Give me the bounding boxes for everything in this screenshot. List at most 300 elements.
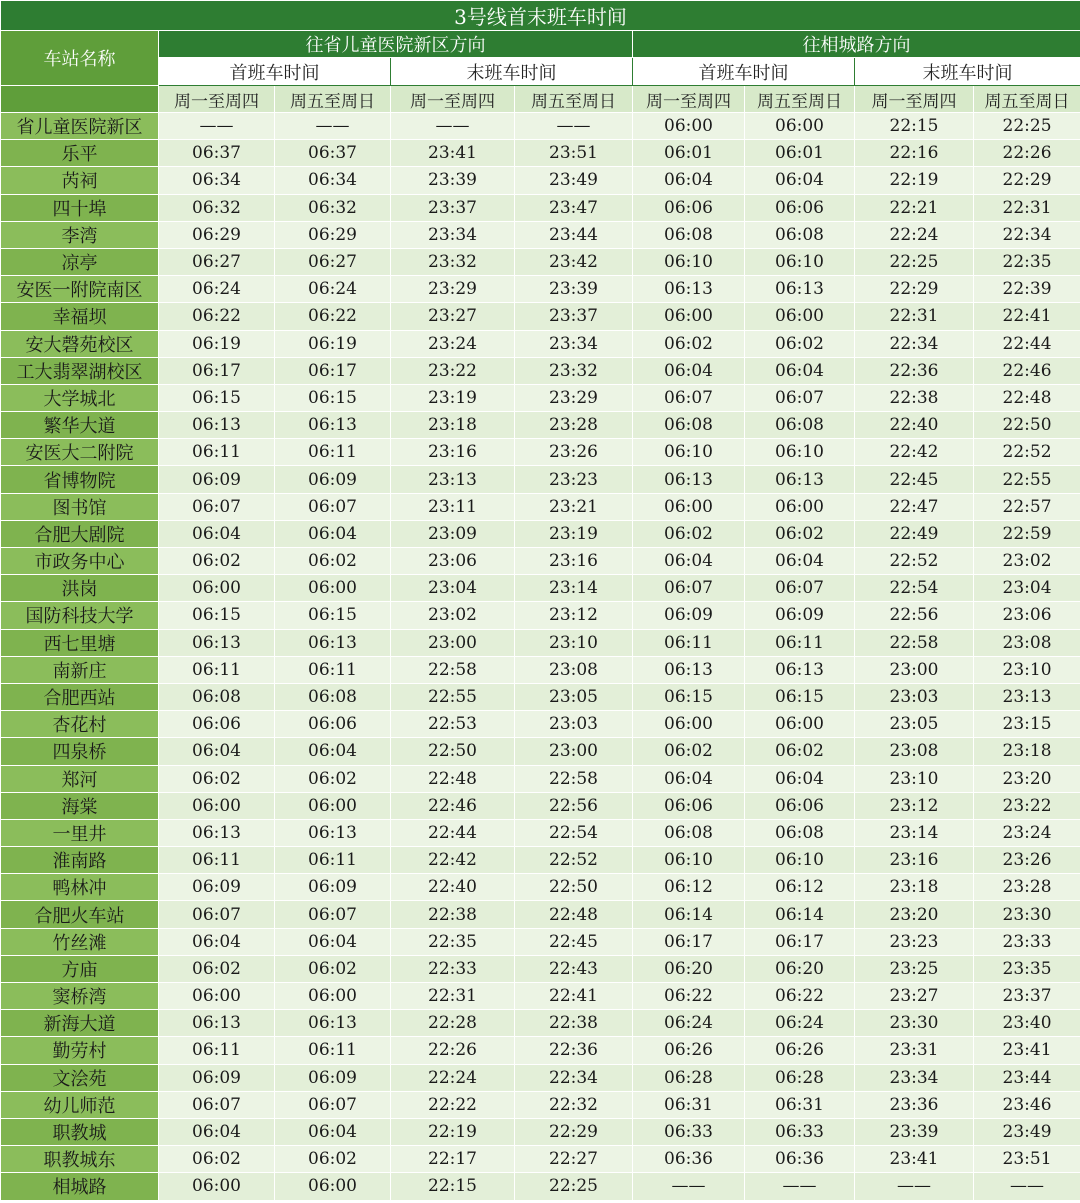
time-cell: 23:04 — [391, 575, 515, 602]
time-cell: 23:29 — [391, 276, 515, 303]
time-cell: 06:07 — [275, 901, 391, 928]
station-name-cell: 图书馆 — [1, 493, 159, 520]
time-cell: 06:04 — [275, 520, 391, 547]
time-cell: 06:12 — [745, 874, 855, 901]
station-name-cell: 四十埠 — [1, 194, 159, 221]
station-name-cell: 乐平 — [1, 140, 159, 167]
time-cell: 06:29 — [159, 221, 275, 248]
time-cell: 23:46 — [974, 1091, 1080, 1118]
station-name-cell: 幸福坝 — [1, 303, 159, 330]
time-cell: 23:14 — [855, 819, 974, 846]
time-cell: 06:04 — [159, 928, 275, 955]
table-row — [1, 493, 1080, 520]
day-header-fri-sun: 周五至周日 — [974, 86, 1080, 113]
time-cell: 06:01 — [745, 140, 855, 167]
time-cell: 23:23 — [515, 466, 633, 493]
time-cell: 06:02 — [159, 955, 275, 982]
station-name-cell: 南新庄 — [1, 656, 159, 683]
time-cell: 22:34 — [515, 1064, 633, 1091]
time-cell: 22:26 — [391, 1037, 515, 1064]
time-cell: 22:50 — [391, 738, 515, 765]
time-cell: 22:57 — [974, 493, 1080, 520]
time-cell: 22:31 — [974, 194, 1080, 221]
station-name-cell: 职教城 — [1, 1118, 159, 1145]
time-cell: 06:07 — [633, 384, 745, 411]
table-row — [1, 1091, 1080, 1118]
time-cell: 23:37 — [515, 303, 633, 330]
time-cell: 06:04 — [633, 765, 745, 792]
table-row — [1, 901, 1080, 928]
time-cell: 23:16 — [391, 439, 515, 466]
time-cell: 06:09 — [159, 1064, 275, 1091]
time-cell: 23:19 — [515, 520, 633, 547]
time-cell: 22:44 — [391, 819, 515, 846]
time-cell: 06:19 — [275, 330, 391, 357]
time-cell: 23:16 — [515, 548, 633, 575]
time-cell: 23:32 — [515, 357, 633, 384]
time-cell: 22:38 — [515, 1010, 633, 1037]
station-name-cell: 大学城北 — [1, 384, 159, 411]
time-cell: 23:05 — [515, 683, 633, 710]
time-cell: 23:41 — [974, 1037, 1080, 1064]
day-header-fri-sun: 周五至周日 — [745, 86, 855, 113]
time-cell: 06:08 — [633, 221, 745, 248]
time-cell: 06:06 — [745, 792, 855, 819]
time-cell: 22:50 — [515, 874, 633, 901]
time-cell: 22:56 — [855, 602, 974, 629]
time-cell: 23:34 — [391, 221, 515, 248]
time-cell: 22:58 — [855, 629, 974, 656]
time-cell: 23:12 — [855, 792, 974, 819]
time-cell: 23:02 — [391, 602, 515, 629]
time-cell: 23:00 — [515, 738, 633, 765]
time-cell: 06:02 — [159, 548, 275, 575]
time-cell: 06:00 — [275, 792, 391, 819]
time-cell: 06:08 — [745, 412, 855, 439]
time-cell: 06:02 — [745, 330, 855, 357]
table-row — [1, 955, 1080, 982]
time-cell: 22:25 — [974, 113, 1080, 140]
time-cell: 23:11 — [391, 493, 515, 520]
time-cell: 06:28 — [633, 1064, 745, 1091]
time-cell: 23:08 — [855, 738, 974, 765]
time-cell: 06:08 — [745, 819, 855, 846]
time-cell: 06:04 — [745, 167, 855, 194]
time-cell: 06:28 — [745, 1064, 855, 1091]
time-cell: 22:31 — [391, 983, 515, 1010]
time-cell: 06:22 — [745, 983, 855, 1010]
table-row — [1, 765, 1080, 792]
station-name-cell: 市政务中心 — [1, 548, 159, 575]
time-cell: 06:04 — [275, 1118, 391, 1145]
time-cell: 23:16 — [855, 847, 974, 874]
time-cell: 06:00 — [745, 711, 855, 738]
time-cell: 22:40 — [855, 412, 974, 439]
time-cell: 23:51 — [515, 140, 633, 167]
time-cell: 06:07 — [745, 384, 855, 411]
time-cell: 06:06 — [745, 194, 855, 221]
table-row — [1, 1146, 1080, 1173]
time-cell: 06:11 — [275, 847, 391, 874]
time-cell: 22:22 — [391, 1091, 515, 1118]
station-header-blank — [1, 86, 159, 113]
table-row — [1, 194, 1080, 221]
time-cell: 06:10 — [633, 439, 745, 466]
time-cell: 22:38 — [855, 384, 974, 411]
time-cell: 23:49 — [515, 167, 633, 194]
time-cell: 06:09 — [275, 466, 391, 493]
time-cell: 06:11 — [275, 1037, 391, 1064]
table-row — [1, 1173, 1080, 1200]
time-cell: 06:13 — [159, 629, 275, 656]
time-cell: 06:14 — [633, 901, 745, 928]
time-cell: 23:44 — [974, 1064, 1080, 1091]
time-cell: 23:30 — [974, 901, 1080, 928]
time-cell: 22:42 — [391, 847, 515, 874]
time-cell: —— — [855, 1173, 974, 1200]
time-cell: 22:27 — [515, 1146, 633, 1173]
time-cell: 06:10 — [745, 248, 855, 275]
time-cell: 06:27 — [159, 248, 275, 275]
time-cell: 06:13 — [633, 466, 745, 493]
time-cell: 22:50 — [974, 412, 1080, 439]
time-cell: 06:08 — [745, 221, 855, 248]
time-cell: 22:16 — [855, 140, 974, 167]
time-cell: 23:05 — [855, 711, 974, 738]
direction-header-childrens-hospital: 往省儿童医院新区方向 — [159, 31, 633, 58]
day-header-mon-thu: 周一至周四 — [633, 86, 745, 113]
time-cell: 23:10 — [515, 629, 633, 656]
time-cell: 06:04 — [159, 520, 275, 547]
time-cell: 06:22 — [275, 303, 391, 330]
table-row — [1, 248, 1080, 275]
time-cell: 22:17 — [391, 1146, 515, 1173]
time-cell: 22:25 — [515, 1173, 633, 1200]
table-row — [1, 276, 1080, 303]
time-cell: 06:11 — [745, 629, 855, 656]
table-row — [1, 140, 1080, 167]
time-cell: 23:12 — [515, 602, 633, 629]
time-cell: 22:52 — [974, 439, 1080, 466]
time-cell: 06:04 — [159, 738, 275, 765]
time-cell: 23:09 — [391, 520, 515, 547]
time-cell: 06:07 — [159, 1091, 275, 1118]
time-cell: 23:24 — [391, 330, 515, 357]
time-cell: 22:34 — [855, 330, 974, 357]
time-cell: 06:06 — [159, 711, 275, 738]
time-cell: 23:14 — [515, 575, 633, 602]
station-name-cell: 勤劳村 — [1, 1037, 159, 1064]
time-cell: 06:00 — [159, 1173, 275, 1200]
time-cell: 23:18 — [391, 412, 515, 439]
time-cell: 23:34 — [515, 330, 633, 357]
first-train-header-dir1: 首班车时间 — [159, 58, 391, 86]
time-cell: 06:11 — [159, 439, 275, 466]
time-cell: 23:20 — [974, 765, 1080, 792]
station-name-cell: 芮祠 — [1, 167, 159, 194]
time-cell: 06:02 — [159, 1146, 275, 1173]
time-cell: 23:26 — [515, 439, 633, 466]
station-name-cell: 凉亭 — [1, 248, 159, 275]
time-cell: 23:15 — [974, 711, 1080, 738]
time-cell: 06:31 — [745, 1091, 855, 1118]
time-cell: 06:00 — [633, 113, 745, 140]
time-cell: 23:49 — [974, 1118, 1080, 1145]
time-cell: 06:00 — [745, 113, 855, 140]
station-name-cell: 西七里塘 — [1, 629, 159, 656]
station-name-cell: 省儿童医院新区 — [1, 113, 159, 140]
station-name-cell: 郑河 — [1, 765, 159, 792]
time-cell: 06:15 — [275, 384, 391, 411]
time-cell: 23:24 — [974, 819, 1080, 846]
time-cell: 22:46 — [974, 357, 1080, 384]
time-cell: 06:13 — [275, 819, 391, 846]
station-name-cell: 幼儿师范 — [1, 1091, 159, 1118]
time-cell: —— — [275, 113, 391, 140]
time-cell: —— — [515, 113, 633, 140]
time-cell: 23:30 — [855, 1010, 974, 1037]
time-cell: 23:08 — [974, 629, 1080, 656]
time-cell: 06:15 — [745, 683, 855, 710]
station-name-cell: 安医大二附院 — [1, 439, 159, 466]
time-cell: 23:06 — [974, 602, 1080, 629]
time-cell: 06:26 — [745, 1037, 855, 1064]
station-name-cell: 窦桥湾 — [1, 983, 159, 1010]
time-cell: 06:04 — [745, 765, 855, 792]
table-row — [1, 629, 1080, 656]
time-cell: 22:28 — [391, 1010, 515, 1037]
time-cell: 06:13 — [275, 629, 391, 656]
time-cell: 06:02 — [275, 1146, 391, 1173]
time-cell: 23:27 — [855, 983, 974, 1010]
time-cell: 23:18 — [974, 738, 1080, 765]
time-cell: 06:04 — [275, 738, 391, 765]
time-cell: 22:15 — [391, 1173, 515, 1200]
day-header-mon-thu: 周一至周四 — [391, 86, 515, 113]
time-cell: 22:19 — [855, 167, 974, 194]
first-train-header-dir2: 首班车时间 — [633, 58, 855, 86]
time-cell: 22:48 — [974, 384, 1080, 411]
time-cell: 06:01 — [633, 140, 745, 167]
time-cell: 06:24 — [745, 1010, 855, 1037]
time-cell: 06:13 — [745, 276, 855, 303]
day-header-fri-sun: 周五至周日 — [515, 86, 633, 113]
time-cell: 22:56 — [515, 792, 633, 819]
time-cell: 06:09 — [159, 466, 275, 493]
time-cell: 06:00 — [633, 303, 745, 330]
time-cell: 22:48 — [515, 901, 633, 928]
time-cell: 22:32 — [515, 1091, 633, 1118]
time-cell: 23:22 — [974, 792, 1080, 819]
table-row — [1, 439, 1080, 466]
time-cell: 06:02 — [745, 520, 855, 547]
time-cell: 06:00 — [275, 983, 391, 1010]
time-cell: 23:22 — [391, 357, 515, 384]
time-cell: 23:39 — [855, 1118, 974, 1145]
time-cell: 06:36 — [745, 1146, 855, 1173]
time-cell: 06:00 — [159, 792, 275, 819]
time-cell: 22:29 — [515, 1118, 633, 1145]
time-cell: 06:11 — [275, 656, 391, 683]
time-cell: 06:00 — [275, 575, 391, 602]
time-cell: 22:39 — [974, 276, 1080, 303]
time-cell: 06:02 — [745, 738, 855, 765]
day-header-fri-sun: 周五至周日 — [275, 86, 391, 113]
time-cell: 22:52 — [515, 847, 633, 874]
timetable-body — [1, 113, 1080, 1201]
table-row — [1, 575, 1080, 602]
time-cell: 06:04 — [745, 548, 855, 575]
station-name-cell: 李湾 — [1, 221, 159, 248]
time-cell: 22:40 — [391, 874, 515, 901]
time-cell: 06:07 — [159, 901, 275, 928]
station-name-cell: 相城路 — [1, 1173, 159, 1200]
time-cell: 23:02 — [974, 548, 1080, 575]
time-cell: 06:32 — [159, 194, 275, 221]
station-name-cell: 工大翡翠湖校区 — [1, 357, 159, 384]
time-cell: 06:06 — [633, 194, 745, 221]
time-cell: 06:09 — [275, 874, 391, 901]
time-cell: 06:06 — [633, 792, 745, 819]
time-cell: 06:33 — [633, 1118, 745, 1145]
timetable-title: 3号线首末班车时间 — [1, 1, 1080, 31]
time-cell: 06:07 — [275, 493, 391, 520]
time-cell: 06:02 — [633, 330, 745, 357]
time-cell: 06:15 — [275, 602, 391, 629]
station-name-cell: 竹丝滩 — [1, 928, 159, 955]
time-cell: 22:36 — [515, 1037, 633, 1064]
last-train-header-dir2: 末班车时间 — [855, 58, 1080, 86]
table-row — [1, 792, 1080, 819]
time-cell: 22:33 — [391, 955, 515, 982]
time-cell: 23:20 — [855, 901, 974, 928]
time-cell: 06:00 — [633, 493, 745, 520]
table-row — [1, 113, 1080, 140]
time-cell: 06:24 — [159, 276, 275, 303]
time-cell: 06:00 — [745, 303, 855, 330]
station-name-cell: 职教城东 — [1, 1146, 159, 1173]
station-name-cell: 安大磬苑校区 — [1, 330, 159, 357]
time-cell: 06:17 — [633, 928, 745, 955]
time-cell: 22:41 — [974, 303, 1080, 330]
time-cell: 06:37 — [275, 140, 391, 167]
time-cell: 22:54 — [515, 819, 633, 846]
time-cell: 22:35 — [391, 928, 515, 955]
time-cell: 06:15 — [159, 384, 275, 411]
time-cell: 23:39 — [515, 276, 633, 303]
time-cell: 06:13 — [159, 1010, 275, 1037]
table-row — [1, 602, 1080, 629]
table-row — [1, 167, 1080, 194]
time-cell: 06:09 — [745, 602, 855, 629]
time-cell: 06:00 — [159, 983, 275, 1010]
table-row — [1, 466, 1080, 493]
time-cell: 06:02 — [275, 765, 391, 792]
time-cell: 22:49 — [855, 520, 974, 547]
time-cell: 06:13 — [275, 412, 391, 439]
time-cell: 22:24 — [855, 221, 974, 248]
table-row — [1, 711, 1080, 738]
table-row — [1, 1010, 1080, 1037]
station-name-cell: 省博物院 — [1, 466, 159, 493]
time-cell: 23:31 — [855, 1037, 974, 1064]
time-cell: 23:00 — [391, 629, 515, 656]
station-name-header: 车站名称 — [1, 31, 159, 86]
time-cell: 06:11 — [159, 1037, 275, 1064]
station-name-cell: 一里井 — [1, 819, 159, 846]
time-cell: 23:03 — [515, 711, 633, 738]
time-cell: 23:47 — [515, 194, 633, 221]
time-cell: 22:29 — [974, 167, 1080, 194]
time-cell: 06:26 — [633, 1037, 745, 1064]
time-cell: 06:04 — [633, 167, 745, 194]
station-name-cell: 洪岗 — [1, 575, 159, 602]
table-row — [1, 357, 1080, 384]
time-cell: 23:23 — [855, 928, 974, 955]
table-row — [1, 683, 1080, 710]
table-row — [1, 1118, 1080, 1145]
time-cell: 06:10 — [633, 248, 745, 275]
time-cell: 23:32 — [391, 248, 515, 275]
time-cell: 22:52 — [855, 548, 974, 575]
time-cell: 06:13 — [633, 276, 745, 303]
time-cell: 06:00 — [159, 575, 275, 602]
time-cell: 06:13 — [745, 656, 855, 683]
time-cell: 22:45 — [515, 928, 633, 955]
time-cell: 06:22 — [633, 983, 745, 1010]
time-cell: 06:19 — [159, 330, 275, 357]
time-cell: 06:24 — [275, 276, 391, 303]
time-cell: 06:09 — [159, 874, 275, 901]
time-cell: 22:41 — [515, 983, 633, 1010]
time-cell: 22:31 — [855, 303, 974, 330]
time-cell: 22:34 — [974, 221, 1080, 248]
time-cell: 22:42 — [855, 439, 974, 466]
time-cell: 22:47 — [855, 493, 974, 520]
time-cell: 23:28 — [515, 412, 633, 439]
time-cell: 23:35 — [974, 955, 1080, 982]
table-row — [1, 847, 1080, 874]
time-cell: 23:25 — [855, 955, 974, 982]
time-cell: 22:55 — [974, 466, 1080, 493]
time-cell: 23:37 — [391, 194, 515, 221]
table-row — [1, 874, 1080, 901]
time-cell: 23:42 — [515, 248, 633, 275]
table-row — [1, 384, 1080, 411]
time-cell: 06:10 — [745, 847, 855, 874]
table-row — [1, 412, 1080, 439]
time-cell: —— — [159, 113, 275, 140]
time-cell: 06:10 — [745, 439, 855, 466]
time-cell: 23:33 — [974, 928, 1080, 955]
time-cell: —— — [391, 113, 515, 140]
time-cell: 06:07 — [633, 575, 745, 602]
time-cell: 22:54 — [855, 575, 974, 602]
time-cell: 06:02 — [275, 955, 391, 982]
time-cell: 22:21 — [855, 194, 974, 221]
time-cell: 23:13 — [391, 466, 515, 493]
station-name-cell: 海棠 — [1, 792, 159, 819]
time-cell: 06:02 — [275, 548, 391, 575]
station-name-cell: 合肥大剧院 — [1, 520, 159, 547]
direction-header-xiangcheng-road: 往相城路方向 — [633, 31, 1080, 58]
time-cell: 06:07 — [275, 1091, 391, 1118]
time-cell: 23:37 — [974, 983, 1080, 1010]
time-cell: 22:59 — [974, 520, 1080, 547]
time-cell: 06:11 — [633, 629, 745, 656]
time-cell: 06:11 — [275, 439, 391, 466]
table-row — [1, 221, 1080, 248]
